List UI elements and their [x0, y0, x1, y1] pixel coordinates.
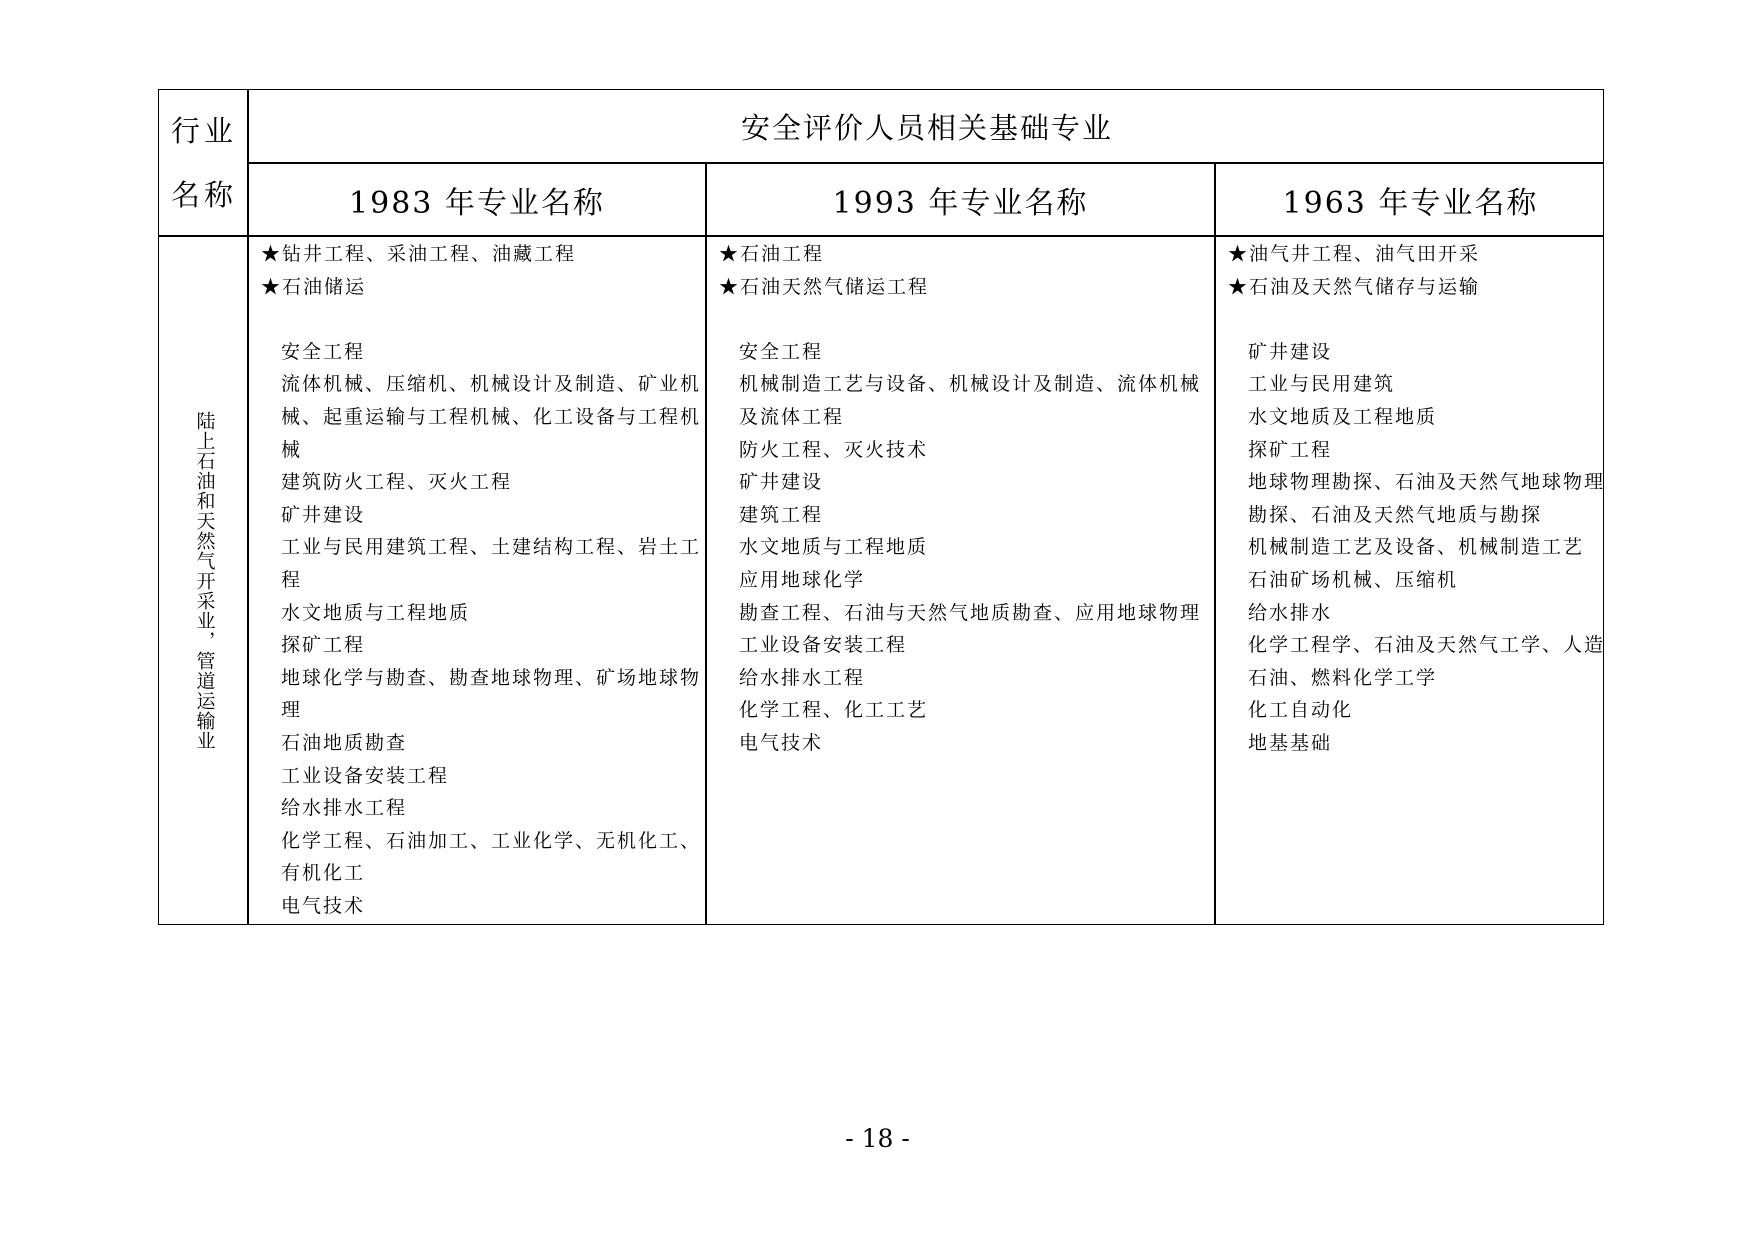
list-item: 建筑工程: [739, 503, 824, 526]
major-table: [158, 89, 1604, 925]
list-items: [261, 336, 701, 923]
list-item: 程: [281, 568, 303, 591]
list-item: 探矿工程: [1248, 438, 1333, 461]
list-item: ★油气井工程、油气田开采: [1228, 243, 1481, 265]
main-header: 安全评价人员相关基础专业: [740, 111, 1113, 145]
list-item: 地基基础: [1248, 731, 1333, 754]
list-item: 水文地质及工程地质: [1248, 405, 1438, 428]
list-item: 工业设备安装工程: [281, 764, 450, 787]
list-item: 矿井建设: [1248, 340, 1333, 363]
list-item: 建筑防火工程、灭火工程: [281, 471, 513, 494]
list-item: 及流体工程: [739, 405, 845, 428]
list-items: [719, 336, 1211, 760]
col2-header: 1993 年专业名称: [832, 185, 1089, 221]
list-item: 地球物理勘探、石油及天然气地球物理: [1248, 471, 1606, 494]
page-number: - 18 -: [845, 1124, 910, 1153]
list-item: 水文地质与工程地质: [281, 601, 471, 624]
industry-name: 陆上石油和天然气开采业，管道运输业: [193, 411, 216, 751]
list-item: 给水排水工程: [281, 797, 408, 820]
list-item: 安全工程: [281, 340, 366, 363]
list-item: 地球化学与勘查、勘查地球物理、矿场地球物: [281, 666, 702, 689]
list-item: ★石油工程: [719, 243, 825, 265]
list-item: 化学工程、化工工艺: [739, 699, 929, 722]
list-item: 应用地球化学: [739, 568, 866, 591]
list-item: 电气技术: [739, 731, 824, 754]
list-item: ★钻井工程、采油工程、油藏工程: [261, 243, 577, 265]
list-item: 械: [281, 438, 303, 461]
list-item: ★石油及天然气储存与运输: [1228, 275, 1481, 298]
list-item: 矿井建设: [281, 503, 366, 526]
col1-header: 1983 年专业名称: [349, 185, 605, 221]
list-item: 给水排水: [1248, 601, 1333, 624]
list-item: 机械制造工艺与设备、机械设计及制造、流体机械: [739, 373, 1202, 396]
list-item: 流体机械、压缩机、机械设计及制造、矿业机: [281, 373, 702, 396]
col3-cell: [1228, 238, 1606, 760]
list-item: 械、起重运输与工程机械、化工设备与工程机: [281, 405, 702, 428]
list-item: 工业与民用建筑工程、土建结构工程、岩土工: [281, 536, 702, 559]
list-item: 矿井建设: [739, 471, 824, 494]
list-item: 机械制造工艺及设备、机械制造工艺: [1248, 536, 1585, 559]
list-item: 化工自动化: [1248, 699, 1354, 722]
industry-header: [159, 90, 249, 236]
list-item: 化学工程、石油加工、工业化学、无机化工、: [281, 829, 702, 852]
divider: [1214, 163, 1216, 924]
list-item: 给水排水工程: [739, 666, 866, 689]
list-item: ★石油储运: [261, 275, 367, 298]
industry-name-cell: [159, 236, 249, 926]
list-item: 安全工程: [739, 340, 824, 363]
list-item: 工业设备安装工程: [739, 634, 908, 657]
industry-header-line2: 名称: [170, 178, 237, 212]
list-item: 水文地质与工程地质: [739, 536, 929, 559]
list-items: [1228, 336, 1606, 760]
list-item: 勘探、石油及天然气地质与勘探: [1248, 503, 1543, 526]
list-item: 理: [281, 699, 303, 722]
col2-cell: [719, 238, 1211, 760]
industry-header-line1: 行业: [170, 114, 237, 148]
list-item: 石油、燃料化学工学: [1248, 666, 1438, 689]
list-item: 化学工程学、石油及天然气工学、人造: [1248, 634, 1606, 657]
col1-cell: [261, 238, 701, 922]
list-item: 勘查工程、石油与天然气地质勘查、应用地球物理: [739, 601, 1202, 624]
divider: [705, 163, 707, 924]
col3-header: 1963 年专业名称: [1282, 185, 1539, 221]
list-item: 工业与民用建筑: [1248, 373, 1396, 396]
list-item: 有机化工: [281, 862, 366, 885]
list-item: 石油地质勘查: [281, 731, 408, 754]
list-item: 电气技术: [281, 894, 366, 917]
list-item: 石油矿场机械、压缩机: [1248, 568, 1459, 591]
list-item: ★石油天然气储运工程: [719, 275, 930, 298]
list-item: 探矿工程: [281, 634, 366, 657]
list-item: 防火工程、灭火技术: [739, 438, 929, 461]
